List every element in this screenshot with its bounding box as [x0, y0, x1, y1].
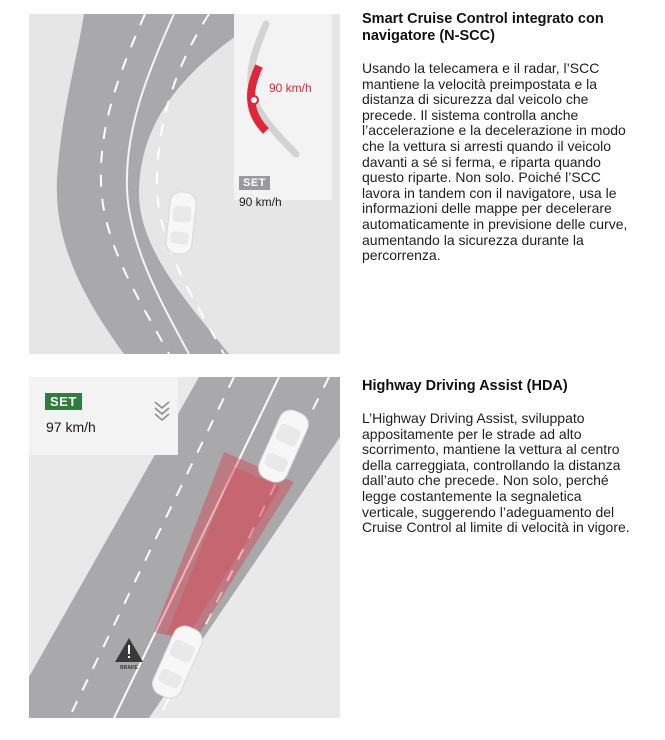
set-speed-value: 90 km/h: [239, 195, 282, 209]
hda-text: [362, 378, 638, 536]
feature-description: L’Highway Driving Assist, sviluppato appositamente per le strade ad alto scorrimento, mantiene la vettura al centro della carreggiata, controllando la distanza dall’auto che precede. Non solo, perché legge costantemente la segnaletica verticale, suggerendo l’adeguamento del Cruise Control al limite di velocità in vigore.: [362, 410, 630, 536]
feature-nscc: [0, 0, 665, 360]
brake-warning-label: BRAKE: [120, 665, 138, 671]
curve-speed-label: 90 km/h: [269, 81, 312, 95]
nscc-illustration: [29, 14, 340, 354]
feature-description: Usando la telecamera e il radar, l’SCC mantiene la velocità preimpostata e la distanza di sicurezza dal veicolo che precede. Il sistema controlla anche l’accelerazione e la decelerazione in modo che la vettura si arresti quando il veicolo davanti a sé si ferma, e riparta quando questo riparte. Non solo. Poiché l’SCC lavora in tandem con il navigatore, usa le informazioni delle mappe per decelerare automaticamente in previsione delle curve, aumentando la sicurezza durante la percorrenza.: [362, 60, 628, 264]
feature-title: Smart Cruise Control integrato con navigatore (N-SCC): [362, 11, 604, 44]
hda-illustration: [29, 377, 340, 718]
curve-preview-icon: [234, 14, 332, 200]
nscc-text: [362, 11, 638, 264]
chevron-down-icon: [153, 399, 171, 425]
feature-hda: [0, 370, 665, 730]
set-badge: SET: [45, 393, 82, 410]
hda-info-panel: [29, 377, 178, 455]
feature-title: Highway Driving Assist (HDA): [362, 378, 568, 394]
scc-info-panel: [234, 14, 332, 209]
set-badge: SET: [239, 176, 270, 190]
set-speed-value: 97 km/h: [46, 419, 96, 435]
